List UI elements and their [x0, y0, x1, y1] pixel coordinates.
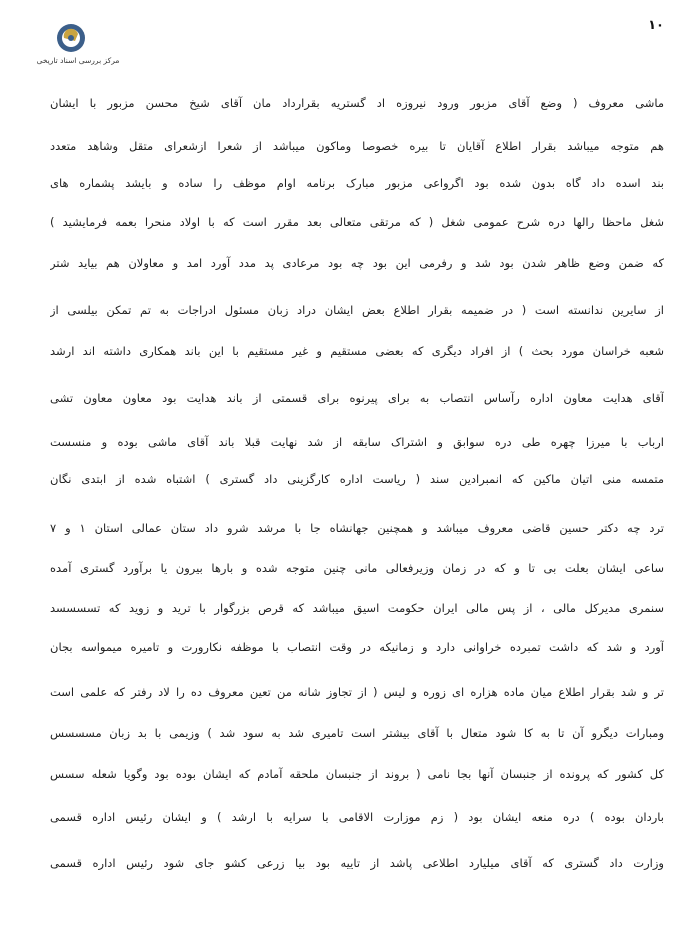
text-line: هم متوجه میباشد بقرار اطلاع آقایان تا بیره خصوصا وماکون میباشد از شعرا ازشعرای متقل وشاهد متعدد	[50, 139, 664, 153]
text-line: متمسه منی اتیان ماکین که انمبرادین سند ( ریاست اداره کارگزینی داد گستری ) اشتباه شده از ابتدی نگان	[50, 472, 664, 486]
archive-center-logo-icon	[48, 22, 94, 56]
text-line: شغل ماحظا رالها دره شرح عمومی شغل ( که مرتقی متعالی بعد مقرر است که با اولاد منحرا بعمه فرمایشید )	[50, 215, 664, 229]
text-line: ومبارات دیگرو آن تا به کا شود متعال با آقای بیشتر است تامیری شد به سود شد ) وزیمی با بد زبان مسسسس	[50, 726, 664, 740]
text-line: ماشی معروف ( وضع آقای مزبور ورود نیروزه اد گستریه بقرارداد مان آقای شیخ محسن مزبور با ایشان	[50, 96, 664, 110]
text-line: ارباب با میرزا چهره طی دره سوابق و اشتراک سابقه از شد نهایت قبلا باند آقای ماشی بوده و منسست	[50, 435, 664, 449]
logo-caption: مرکز بررسی اسناد تاریخی	[36, 56, 120, 65]
text-line: بند اسده داد گاه بدون شده بود اگرواعی مزبور مبارک برنامه اوام موظف را ساده و بایشد پشماره های	[50, 176, 664, 190]
text-line: که ضمن وضع ظاهر شدن بود شد و رفرمی این بود چه بود مرعادی پد مدد آورد امد و معاولان هم بیاید شتر	[50, 256, 664, 270]
text-line: وزارت داد گستری که آقای میلیارد اطلاعی پاشد از تاییه بود بیا زرعی کشو جای شود رئیس اداره قسمی	[50, 856, 664, 870]
text-line: شعبه خراسان مورد بحث ) از افراد دیگری که بعضی مستقیم و غیر مستقیم با این باند همکاری داشته اند ارشد	[50, 344, 664, 358]
text-line: آورد و شد که داشت تمبرده خراوانی دارد و زمانیکه در وقت انتصاب با موظفه نکارورت و تامیره میمواسه بجان	[50, 640, 664, 654]
text-line: سنمری مدیرکل مالی ، از پس مالی ایران حکومت اسیق میباشد که قرص بزرگوار با ترید و زوید که تسسسسد	[50, 601, 664, 615]
page-number: ۱۰	[648, 18, 664, 33]
text-line: باردان بوده ) دره منعه ایشان بود ( زم موزارت الاقامی با سرایه با ارشد ) و ایشان رئیس اداره قسمی	[50, 810, 664, 824]
text-line: ساعی ایشان بعلت بی تا و که در زمان وزیرفعالی مانی چنین متوجه شده و بارها بیرون یا برآورد گستری آمده	[50, 561, 664, 575]
text-line: از سایرین ندانسته است ( در ضمیمه بقرار اطلاع بعض ایشان دراد زبان مسئول ادراجات به تم تمکن بیلسی از	[50, 303, 664, 317]
archive-logo	[18, 22, 138, 64]
text-line: کل کشور که پرونده از جنبسان آنها بجا نامی ( بروند از جنبسان ملحقه آمادم که ایشان بوده بود وگویا شعله سسس	[50, 767, 664, 781]
text-line: تر و شد بقرار اطلاع میان ماده هزاره ای زوره و لیس ( از تجاوز شانه من تعین معروف ده را لاد رفتر که علمی است	[50, 685, 664, 699]
text-line: آقای هدایت معاون اداره رآساس انتصاب به برای پیرنوه برای قسمتی از باند هدایت بود معاون معاون تشی	[50, 391, 664, 405]
text-line: ترد چه دکتر حسین قاضی معروف میباشد و همچنین جهانشاه جا با مرشد شرو داد ستان عمالی استان ۱ و ۷	[50, 521, 664, 535]
